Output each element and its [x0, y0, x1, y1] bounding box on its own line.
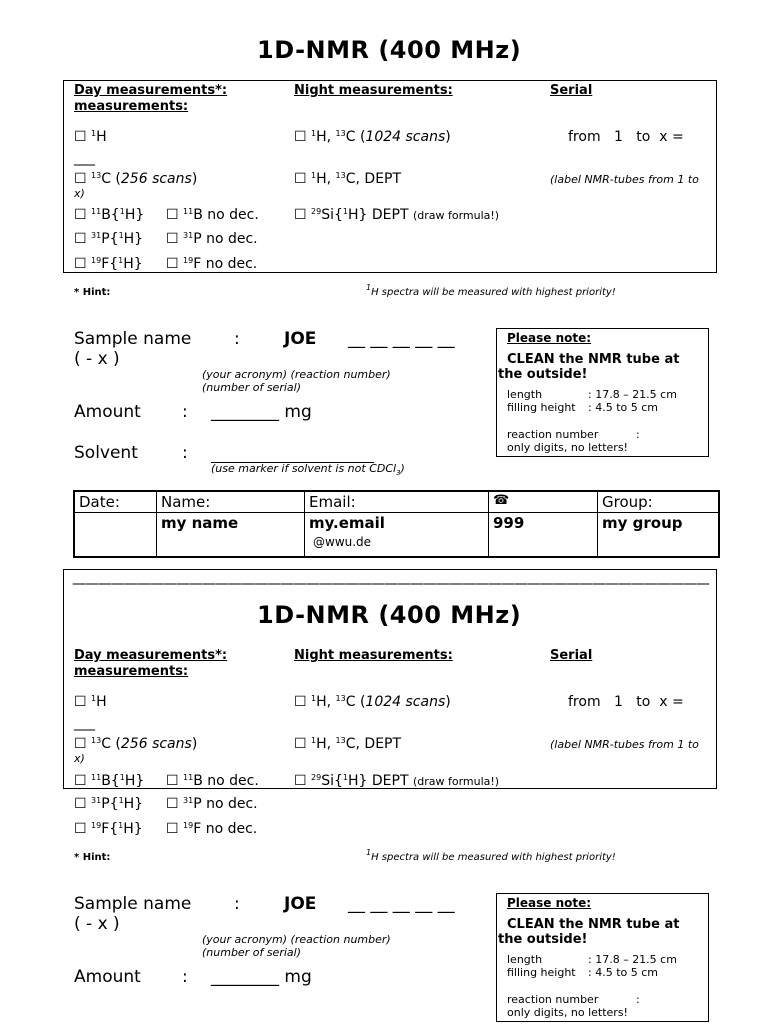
option-11b-nodec-2[interactable]: ☐ $^{11}$B no dec. — [166, 773, 259, 789]
form-title: 1D-NMR (400 MHz) — [257, 36, 522, 64]
email-value[interactable]: my.email @wwu.de — [305, 513, 489, 557]
option-13c-2[interactable]: ☐ $^{13}$C (256 scans) — [74, 736, 198, 752]
serial-note-end: x) — [74, 187, 85, 200]
serial-blank: ___ — [74, 150, 95, 166]
night-measurements-header-2: Night measurements: — [294, 648, 453, 663]
option-1h-2[interactable]: ☐ $^1$H — [74, 694, 107, 710]
option-13c[interactable]: ☐ $^{13}$C (256 scans) — [74, 171, 198, 187]
reaction-value: only digits, no letters! — [507, 441, 628, 454]
checkbox-icon[interactable]: ☐ — [294, 207, 307, 223]
option-11b[interactable]: ☐ $^{11}$B{$^1$H} — [74, 207, 145, 223]
checkbox-icon[interactable]: ☐ — [166, 207, 179, 223]
length-value-2: : 17.8 – 21.5 cm — [588, 953, 677, 966]
checkbox-icon[interactable]: ☐ — [74, 256, 87, 272]
sample-name-label: Sample name — [74, 329, 192, 349]
reaction-label-2: reaction number — [507, 993, 599, 1006]
checkbox-icon[interactable]: ☐ — [74, 773, 87, 789]
sample-colon: : — [234, 329, 240, 349]
option-night-29si[interactable]: ☐ $^{29}$Si{$^1$H} DEPT (draw formula!) — [294, 207, 500, 223]
form-title-2: 1D-NMR (400 MHz) — [257, 601, 522, 629]
checkbox-icon[interactable]: ☐ — [166, 231, 179, 247]
group-value[interactable]: my group — [598, 513, 720, 557]
option-31p[interactable]: ☐ $^{31}$P{$^1$H} — [74, 231, 144, 247]
sample-name-value[interactable]: JOE — [284, 329, 317, 349]
amount-colon: : — [182, 402, 188, 422]
hint-2: * Hint: — [74, 852, 111, 863]
checkbox-icon[interactable]: ☐ — [74, 207, 87, 223]
day-measurements-header-2: Day measurements*: — [74, 648, 228, 663]
group-header: Group: — [598, 491, 720, 513]
solvent-note: (use marker if solvent is not CDCl$_3$) — [211, 462, 405, 478]
clean-line-2: the outside! — [498, 367, 588, 382]
phone-icon: ☎ — [489, 491, 598, 513]
checkbox-icon[interactable]: ☐ — [294, 129, 307, 145]
sample-note-1: (your acronym) (reaction number) — [202, 368, 391, 381]
serial-label-note: (label NMR-tubes from 1 to — [550, 173, 699, 186]
please-note-heading-2: Please note: — [507, 896, 592, 910]
length-label: length — [507, 388, 543, 401]
serial-header: Serial — [550, 83, 593, 98]
sample-name-value-2[interactable]: JOE — [284, 894, 317, 914]
solvent-label: Solvent — [74, 443, 138, 463]
option-19f[interactable]: ☐ $^{19}$F{$^1$H} — [74, 256, 143, 272]
reaction-colon-2: : — [636, 993, 640, 1006]
filling-value-2: : 4.5 to 5 cm — [588, 966, 658, 979]
hint-text-2: $^1$H spectra will be measured with highest priority! — [366, 848, 616, 863]
checkbox-icon[interactable]: ☐ — [294, 694, 307, 710]
sample-colon-2: : — [234, 894, 240, 914]
option-night-dept-2[interactable]: ☐ $^1$H, $^{13}$C, DEPT — [294, 736, 402, 752]
filling-label-2: filling height — [507, 966, 576, 979]
checkbox-icon[interactable]: ☐ — [74, 796, 87, 812]
amount-label-2: Amount — [74, 967, 141, 987]
clean-line-2-2: the outside! — [498, 932, 588, 947]
please-note-heading: Please note: — [507, 331, 592, 345]
length-label-2: length — [507, 953, 543, 966]
clean-line-1-2: CLEAN the NMR tube at — [507, 917, 680, 932]
cut-line: ————————————————————————————————————————————————— — [72, 576, 709, 592]
sample-note-2: (number of serial) — [202, 381, 301, 394]
hint-text: $^1$H spectra will be measured with highest priority! — [366, 283, 616, 298]
option-night-1h-13c-2[interactable]: ☐ $^1$H, $^{13}$C (1024 scans) — [294, 694, 451, 710]
serial-range-2: from 1 to x = — [568, 694, 684, 710]
option-31p-2[interactable]: ☐ $^{31}$P{$^1$H} — [74, 796, 144, 812]
checkbox-icon[interactable]: ☐ — [294, 773, 307, 789]
option-night-29si-2[interactable]: ☐ $^{29}$Si{$^1$H} DEPT (draw formula!) — [294, 773, 500, 789]
option-night-1h-13c[interactable]: ☐ $^1$H, $^{13}$C (1024 scans) — [294, 129, 451, 145]
checkbox-icon[interactable]: ☐ — [74, 694, 87, 710]
checkbox-icon[interactable]: ☐ — [74, 129, 87, 145]
serial-header-2: Serial — [550, 648, 593, 663]
filling-label: filling height — [507, 401, 576, 414]
checkbox-icon[interactable]: ☐ — [166, 773, 179, 789]
day-measurements-header-wrap-2: measurements: — [74, 664, 189, 679]
amount-label: Amount — [74, 402, 141, 422]
serial-note-end-2: x) — [74, 752, 85, 765]
length-value: : 17.8 – 21.5 cm — [588, 388, 677, 401]
clean-line-1: CLEAN the NMR tube at — [507, 352, 680, 367]
amount-field[interactable]: ________ mg — [211, 402, 312, 422]
sample-suffix-2: ( - x ) — [74, 914, 120, 934]
name-header: Name: — [157, 491, 305, 513]
option-11b-nodec[interactable]: ☐ $^{11}$B no dec. — [166, 207, 259, 223]
contact-table — [73, 490, 720, 558]
sample-suffix: ( - x ) — [74, 349, 120, 369]
serial-range: from 1 to x = — [568, 129, 684, 145]
checkbox-icon[interactable]: ☐ — [294, 736, 307, 752]
option-11b-2[interactable]: ☐ $^{11}$B{$^1$H} — [74, 773, 145, 789]
hint: * Hint: — [74, 287, 111, 298]
option-31p-nodec-2[interactable]: ☐ $^{31}$P no dec. — [166, 796, 258, 812]
phone-value[interactable]: 999 — [489, 513, 598, 557]
option-1h[interactable]: ☐ $^1$H — [74, 129, 107, 145]
email-header: Email: — [305, 491, 489, 513]
day-measurements-header-wrap: measurements: — [74, 99, 189, 114]
option-19f-nodec-2[interactable]: ☐ $^{19}$F no dec. — [166, 821, 258, 837]
day-measurements-header: Day measurements*: — [74, 83, 228, 98]
checkbox-icon[interactable]: ☐ — [294, 171, 307, 187]
checkbox-icon[interactable]: ☐ — [74, 821, 87, 837]
solvent-colon: : — [182, 443, 188, 463]
option-31p-nodec[interactable]: ☐ $^{31}$P no dec. — [166, 231, 258, 247]
sample-note-1-2: (your acronym) (reaction number) — [202, 933, 391, 946]
sample-dashes-2: __ __ __ __ __ — [348, 894, 455, 914]
reaction-colon: : — [636, 428, 640, 441]
name-value[interactable]: my name — [157, 513, 305, 557]
checkbox-icon[interactable]: ☐ — [166, 256, 179, 272]
date-value[interactable] — [74, 513, 157, 557]
serial-label-note-2: (label NMR-tubes from 1 to — [550, 738, 699, 751]
sample-dashes: __ __ __ __ __ — [348, 329, 455, 349]
serial-blank-2: ___ — [74, 715, 95, 731]
amount-field-2[interactable]: ________ mg — [211, 967, 312, 987]
reaction-value-2: only digits, no letters! — [507, 1006, 628, 1019]
checkbox-icon[interactable]: ☐ — [74, 736, 87, 752]
option-19f-nodec[interactable]: ☐ $^{19}$F no dec. — [166, 256, 258, 272]
checkbox-icon[interactable]: ☐ — [166, 821, 179, 837]
filling-value: : 4.5 to 5 cm — [588, 401, 658, 414]
date-header: Date: — [74, 491, 157, 513]
reaction-label: reaction number — [507, 428, 599, 441]
checkbox-icon[interactable]: ☐ — [166, 796, 179, 812]
checkbox-icon[interactable]: ☐ — [74, 231, 87, 247]
night-measurements-header: Night measurements: — [294, 83, 453, 98]
sample-note-2-2: (number of serial) — [202, 946, 301, 959]
option-19f-2[interactable]: ☐ $^{19}$F{$^1$H} — [74, 821, 143, 837]
checkbox-icon[interactable]: ☐ — [74, 171, 87, 187]
sample-name-label-2: Sample name — [74, 894, 192, 914]
amount-colon-2: : — [182, 967, 188, 987]
option-night-dept[interactable]: ☐ $^1$H, $^{13}$C, DEPT — [294, 171, 402, 187]
